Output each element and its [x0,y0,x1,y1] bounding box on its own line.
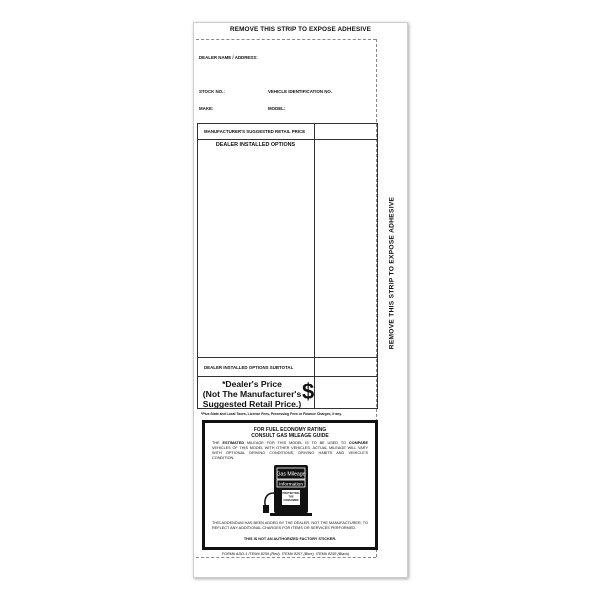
addendum-sticker [193,22,408,578]
fuel-economy-box [202,420,378,550]
pump-text-line1: Gas Mileage [276,471,306,478]
fuel-text-a: THE [212,441,223,445]
dealer-price-line1: *Dealer's Price [222,379,282,389]
top-adhesive-strip[interactable]: REMOVE THIS STRIP TO EXPOSE ADHESIVE [230,26,371,33]
msrp-row-divider [197,139,378,140]
pump-text-line4: THE [288,495,294,499]
msrp-label: MANUFACTURER'S SUGGESTED RETAIL PRICE [204,129,306,134]
options-subtotal-label: DEALER INSTALLED OPTIONS SUBTOTAL [204,365,294,370]
side-adhesive-strip[interactable] [382,83,402,463]
side-strip-label: REMOVE THIS STRIP TO EXPOSE ADHESIVE [388,196,396,350]
model-label: MODEL: [268,106,286,111]
dealer-price-line2: (Not The Manufacturer's [202,389,302,399]
fuel-text-e: VEHICLES OF THIS MODEL WITH OTHER VEHICLES. ACTUAL MILEAGE WILL VARY WITH OPTIONAL DRIVING CONDITIONS, DRIVING HABITS AND VEHICLE'S CONDITION. [212,446,368,460]
fuel-title-line2: CONSULT GAS MILEAGE GUIDE [251,433,329,439]
make-label: MAKE: [199,106,214,111]
vin-label: VEHICLE IDENTIFICATION NO. [268,89,333,94]
fuel-title-line1: FOR FUEL ECONOMY RATING [253,427,327,433]
dollar-sign: $ [302,379,315,404]
fuel-text-c: MILEAGE FOR THIS MODEL IS TO BE USED TO [244,441,349,445]
stock-no-label: STOCK NO.: [199,89,225,94]
dealer-price-label [202,379,302,409]
fuel-text-compare: COMPARE [348,441,369,445]
pump-text-line5: CONSUMER [283,499,299,502]
perforation-top [196,39,376,40]
dealer-name-label: DEALER NAME / ADDRESS: [199,55,258,60]
price-column-divider [314,123,315,409]
perforation-bottom [196,557,376,558]
form-number-line: FORM# ADD-1 ITEM# 8256 (Red), ITEM# 8257 (Blue), ITEM# 8258 (Black) [221,552,350,556]
tax-fine-print: *Plus State and Local Taxes, License Fees, Processing Fees or Finance Charges, if any. [201,412,342,416]
options-header: DEALER INSTALLED OPTIONS [215,142,296,148]
subtotal-top-divider [197,357,378,358]
pump-text-line3: PROTECTING [282,492,300,495]
gas-pump-icon [260,463,320,517]
pump-text-line2: Information [279,482,303,488]
dealer-price-line3: Suggested Retail Price.) [202,399,302,409]
not-factory-sticker-text: THIS IS NOT AN AUTHORIZED FACTORY STICKER. [243,537,337,541]
fuel-text-estimated: ESTIMATED [222,441,245,445]
fuel-economy-inner [205,423,375,547]
addendum-notice-text: THIS ADDENDUM HAS BEEN ADDED BY THE DEALER, NOT THE MANUFACTURER, TO REFLECT ANY ADDITIONAL CHARGES FOR ITEMS OR SERVICES PERFORMED. [212,521,368,530]
subtotal-bottom-divider [197,376,378,377]
fuel-mileage-text [212,441,368,461]
